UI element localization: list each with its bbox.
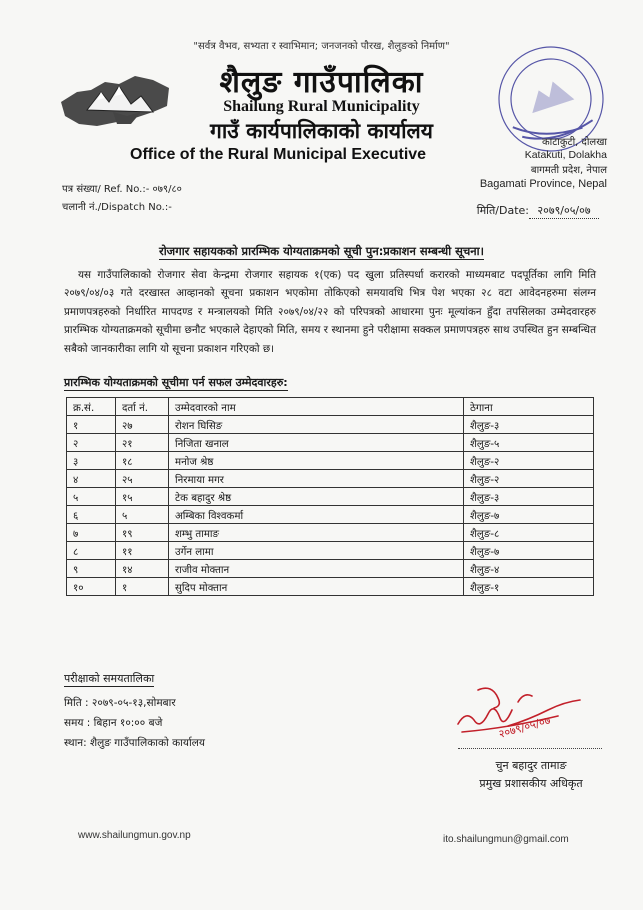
- table-row: [67, 488, 594, 506]
- cell-address: शैलुङ-२: [464, 470, 594, 488]
- address-np-2: बागमती प्रदेश, नेपाल: [530, 165, 607, 176]
- cell-address: शैलुङ-८: [464, 524, 594, 542]
- cell-serial: ३: [67, 452, 116, 470]
- col-serial: क्र.सं.: [67, 398, 116, 416]
- col-reg-no: दर्ता नं.: [116, 398, 169, 416]
- cell-address: शैलुङ-५: [464, 434, 594, 452]
- cell-reg-no: ५: [116, 506, 169, 524]
- table-row: [67, 524, 594, 542]
- cell-address: शैलुङ-४: [464, 560, 594, 578]
- cell-serial: १: [67, 416, 116, 434]
- email-text: ito.shailungmun@gmail.com: [443, 834, 569, 845]
- cell-reg-no: १४: [116, 560, 169, 578]
- notice-subject: [0, 244, 643, 259]
- cell-name: शम्भु तामाङ: [169, 524, 464, 542]
- cell-name: निरमाया मगर: [169, 470, 464, 488]
- cell-address: शैलुङ-१: [464, 578, 594, 596]
- table-row: [67, 560, 594, 578]
- cell-reg-no: १: [116, 578, 169, 596]
- cell-name: सुदिप मोक्तान: [169, 578, 464, 596]
- cell-reg-no: १८: [116, 452, 169, 470]
- table-header-row: [67, 398, 594, 416]
- municipality-title-en: Shailung Rural Municipality: [223, 98, 420, 115]
- cell-serial: ७: [67, 524, 116, 542]
- exam-date: मिति : २०७९-०५-१३,सोमबार: [64, 697, 176, 709]
- cell-reg-no: २५: [116, 470, 169, 488]
- motto: "सर्वत्र वैभव, सभ्यता र स्वाभिमान; जनजनको पौरख, शैलुङको निर्माण": [193, 41, 450, 52]
- office-title-np: गाउँ कार्यपालिकाको कार्यालय: [210, 119, 433, 143]
- subject-text: रोजगार सहायकको प्रारम्भिक योग्यताक्रमको सूची पुन:प्रकाशन सम्बन्धी सूचना।: [159, 244, 484, 258]
- col-address: ठेगाना: [464, 398, 594, 416]
- letter-date: [477, 203, 599, 219]
- cell-serial: ४: [67, 470, 116, 488]
- table-row: [67, 506, 594, 524]
- cell-address: शैलुङ-७: [464, 506, 594, 524]
- signature-line: [458, 748, 602, 749]
- exam-place: स्थान: शैलुङ गाउँपालिकाको कार्यालय: [64, 737, 205, 749]
- cell-address: शैलुङ-७: [464, 542, 594, 560]
- cell-serial: ६: [67, 506, 116, 524]
- signature-date-handwritten: २०७९/०५/०७: [497, 713, 552, 741]
- cell-reg-no: २७: [116, 416, 169, 434]
- ref-value: ०७९/८०: [152, 184, 182, 195]
- candidate-list-heading: प्रारम्भिक योग्यताक्रमको सूचीमा पर्न सफल उम्मेदवारहरु:: [64, 376, 288, 389]
- cell-serial: ५: [67, 488, 116, 506]
- table-row: [67, 416, 594, 434]
- table-row: [67, 542, 594, 560]
- date-value: २०७९/०५/०७: [529, 203, 599, 219]
- office-title-en: Office of the Rural Municipal Executive: [130, 146, 427, 163]
- table-row: [67, 578, 594, 596]
- cell-address: शैलुङ-३: [464, 488, 594, 506]
- address-en-1: Katakuti, Dolakha: [524, 149, 607, 161]
- col-name: उम्मेदवारको नाम: [169, 398, 464, 416]
- exam-schedule-heading: परीक्षाको समयतालिका: [64, 672, 155, 685]
- cell-address: शैलुङ-२: [464, 452, 594, 470]
- cell-serial: ९: [67, 560, 116, 578]
- exam-time: समय : बिहान १०:०० बजे: [64, 717, 163, 729]
- address-en-2: Bagamati Province, Nepal: [479, 178, 607, 190]
- cell-serial: ८: [67, 542, 116, 560]
- cell-name: रोशन घिसिङ: [169, 416, 464, 434]
- cell-serial: २: [67, 434, 116, 452]
- cell-name: अम्बिका विश्वकर्मा: [169, 506, 464, 524]
- cell-name: टेक बहादुर श्रेष्ठ: [169, 488, 464, 506]
- ref-number: [62, 181, 182, 195]
- signatory-name: चुन बहादुर तामाङ: [495, 759, 567, 772]
- cell-name: मनोज श्रेष्ठ: [169, 452, 464, 470]
- notice-body: यस गाउँपालिकाको रोजगार सेवा केन्द्रमा रोजगार सहायक १(एक) पद खुला प्रतिस्पर्धा करारको माध्यमबाट पदपूर्तिका लागि मिति २०७९/०४/०३ गते दरखास्त आव्हानको सूचना प्रकाशन भएकोमा तोकिएको समयावधि भित्र पेश भएका २८ वटा आवेदनहरुमा संलग्न प्रमाणपत्रहरुको निर्धारित मापदण्ड र मन्त्रालयको मिति २०७९/०४/२२ को परिपत्रको आधारमा पुनः मूल्यांकन हुँदा तपसिलका उम्मेदवारहरु प्रारम्भिक योग्यताक्रमको सूचीमा छनौट भएकाले देहाएको मिति, समय र स्थानमा हुने परीक्षामा सक्कल प्रमाणपत्रहरु साथ उपस्थित हुन सम्बन्धित सबैको जानकारीका लागि यो सूचना प्रकाशन गरिएको छ।: [64, 269, 596, 355]
- ref-label: पत्र संख्या/ Ref. No.:-: [62, 184, 150, 195]
- address-np-1: काटाकुटी, दोलखा: [541, 137, 607, 148]
- cell-name: राजीव मोक्तान: [169, 560, 464, 578]
- signatory-title: प्रमुख प्रशासकीय अधिकृत: [479, 777, 583, 790]
- cell-reg-no: ११: [116, 542, 169, 560]
- cell-address: शैलुङ-३: [464, 416, 594, 434]
- website-text: www.shailungmun.gov.np: [78, 830, 191, 841]
- table-row: [67, 470, 594, 488]
- cell-reg-no: १५: [116, 488, 169, 506]
- cell-reg-no: २१: [116, 434, 169, 452]
- date-label: मिति/Date:: [476, 204, 529, 217]
- dispatch-number: चलानी नं./Dispatch No.:-: [62, 202, 172, 213]
- cell-reg-no: १९: [116, 524, 169, 542]
- candidate-table: [66, 397, 594, 596]
- handwritten-signature: [448, 680, 598, 750]
- cell-name: निजिता खनाल: [169, 434, 464, 452]
- cell-name: उर्गेन लामा: [169, 542, 464, 560]
- cell-serial: १०: [67, 578, 116, 596]
- table-row: [67, 452, 594, 470]
- table-row: [67, 434, 594, 452]
- municipality-title-np: शैलुङ गाउँपालिका: [219, 65, 424, 100]
